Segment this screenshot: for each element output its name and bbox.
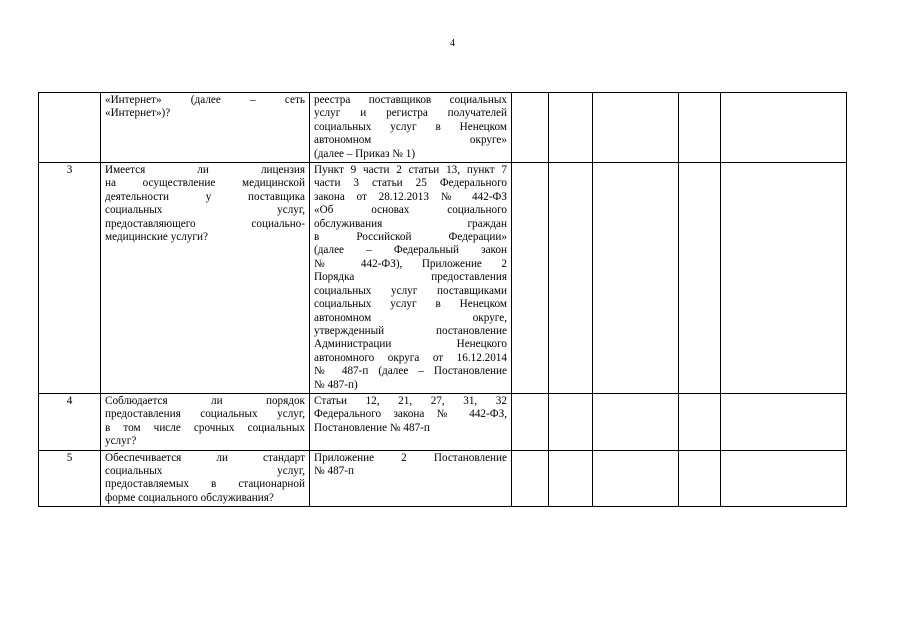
question-cell (101, 393, 310, 450)
reference-line: услуг и регистра получателей (314, 107, 507, 120)
answer-yes-cell (512, 450, 549, 507)
answer-na-cell (593, 393, 679, 450)
question-line: медицинские услуги? (105, 231, 208, 244)
reference-line: Приложение 2 Постановление (314, 451, 507, 464)
reference-line: социальных услуг в Ненецком (314, 298, 507, 311)
question-line: социальных услуг, (105, 464, 305, 477)
answer-yes-cell (512, 93, 549, 163)
page-number: 4 (450, 38, 455, 49)
note-extra-cell (679, 393, 721, 450)
reference-line: автономного округа от 16.12.2014 (314, 351, 507, 364)
question-cell (101, 93, 310, 163)
question-line: предоставляющего социально- (105, 217, 305, 230)
question-line: Соблюдается ли порядок (105, 394, 305, 407)
note-cell (721, 163, 847, 394)
reference-line: № 487-п (314, 464, 354, 477)
row-number-cell (39, 93, 101, 163)
reference-line: социальных услуг поставщиками (314, 284, 507, 297)
reference-line: (далее – Приказ № 1) (314, 147, 416, 160)
reference-line: утвержденный постановление (314, 324, 507, 337)
table-row (39, 93, 847, 163)
reference-line: «Об основах социального (314, 204, 507, 217)
reference-line: автономном округе, (314, 311, 507, 324)
table-row (39, 450, 847, 507)
row-number-cell: 3 (39, 163, 101, 394)
question-line: Имеется ли лицензия (105, 164, 305, 177)
question-line: социальных услуг, (105, 204, 305, 217)
reference-line: Федерального закона № 442-ФЗ, (314, 408, 507, 421)
reference-line: социальных услуг в Ненецком (314, 120, 507, 133)
answer-no-cell (549, 163, 593, 394)
note-cell (721, 393, 847, 450)
row-number-cell: 4 (39, 393, 101, 450)
reference-line: Порядка предоставления (314, 271, 507, 284)
reference-line: Администрации Ненецкого (314, 338, 507, 351)
row-number-cell: 5 (39, 450, 101, 507)
answer-yes-cell (512, 163, 549, 394)
reference-line: в Российской Федерации» (314, 231, 507, 244)
reference-line: закона от 28.12.2013 № 442-ФЗ (314, 190, 507, 203)
question-line: в том числе срочных социальных (105, 421, 305, 434)
legal-reference-cell (310, 393, 512, 450)
answer-no-cell (549, 393, 593, 450)
table-row (39, 163, 847, 394)
question-line: на осуществление медицинской (105, 177, 305, 190)
legal-reference-cell (310, 163, 512, 394)
question-line: деятельности у поставщика (105, 190, 305, 203)
reference-line: автономном округе» (314, 134, 507, 147)
table-row (39, 393, 847, 450)
reference-line: № 487-п (далее – Постановление (314, 365, 507, 378)
reference-line: Постановление № 487-п (314, 421, 430, 434)
legal-reference-cell (310, 93, 512, 163)
reference-line: реестра поставщиков социальных (314, 94, 507, 106)
reference-line: обслуживания граждан (314, 217, 507, 230)
question-line: предоставления социальных услуг, (105, 408, 305, 421)
reference-line: Статьи 12, 21, 27, 31, 32 (314, 394, 507, 407)
answer-no-cell (549, 450, 593, 507)
note-extra-cell (679, 450, 721, 507)
checklist-table (38, 92, 847, 507)
note-extra-cell (679, 163, 721, 394)
note-cell (721, 93, 847, 163)
note-cell (721, 450, 847, 507)
question-line: форме социального обслуживания? (105, 491, 274, 504)
reference-line: № 442-ФЗ), Приложение 2 (314, 257, 507, 270)
reference-line: Пункт 9 части 2 статьи 13, пункт 7 (314, 164, 507, 177)
question-cell (101, 163, 310, 394)
question-line: «Интернет»)? (105, 107, 171, 120)
answer-na-cell (593, 163, 679, 394)
question-line: предоставляемых в стационарной (105, 478, 305, 491)
reference-line: (далее – Федеральный закон (314, 244, 507, 257)
question-line: «Интернет» (далее – сеть (105, 94, 305, 106)
table-body (39, 93, 847, 507)
question-line: Обеспечивается ли стандарт (105, 451, 305, 464)
answer-yes-cell (512, 393, 549, 450)
answer-na-cell (593, 450, 679, 507)
answer-na-cell (593, 93, 679, 163)
question-line: услуг? (105, 435, 137, 448)
reference-line: части 3 статьи 25 Федерального (314, 177, 507, 190)
reference-line: № 487-п) (314, 378, 358, 391)
legal-reference-cell (310, 450, 512, 507)
question-cell (101, 450, 310, 507)
note-extra-cell (679, 93, 721, 163)
answer-no-cell (549, 93, 593, 163)
